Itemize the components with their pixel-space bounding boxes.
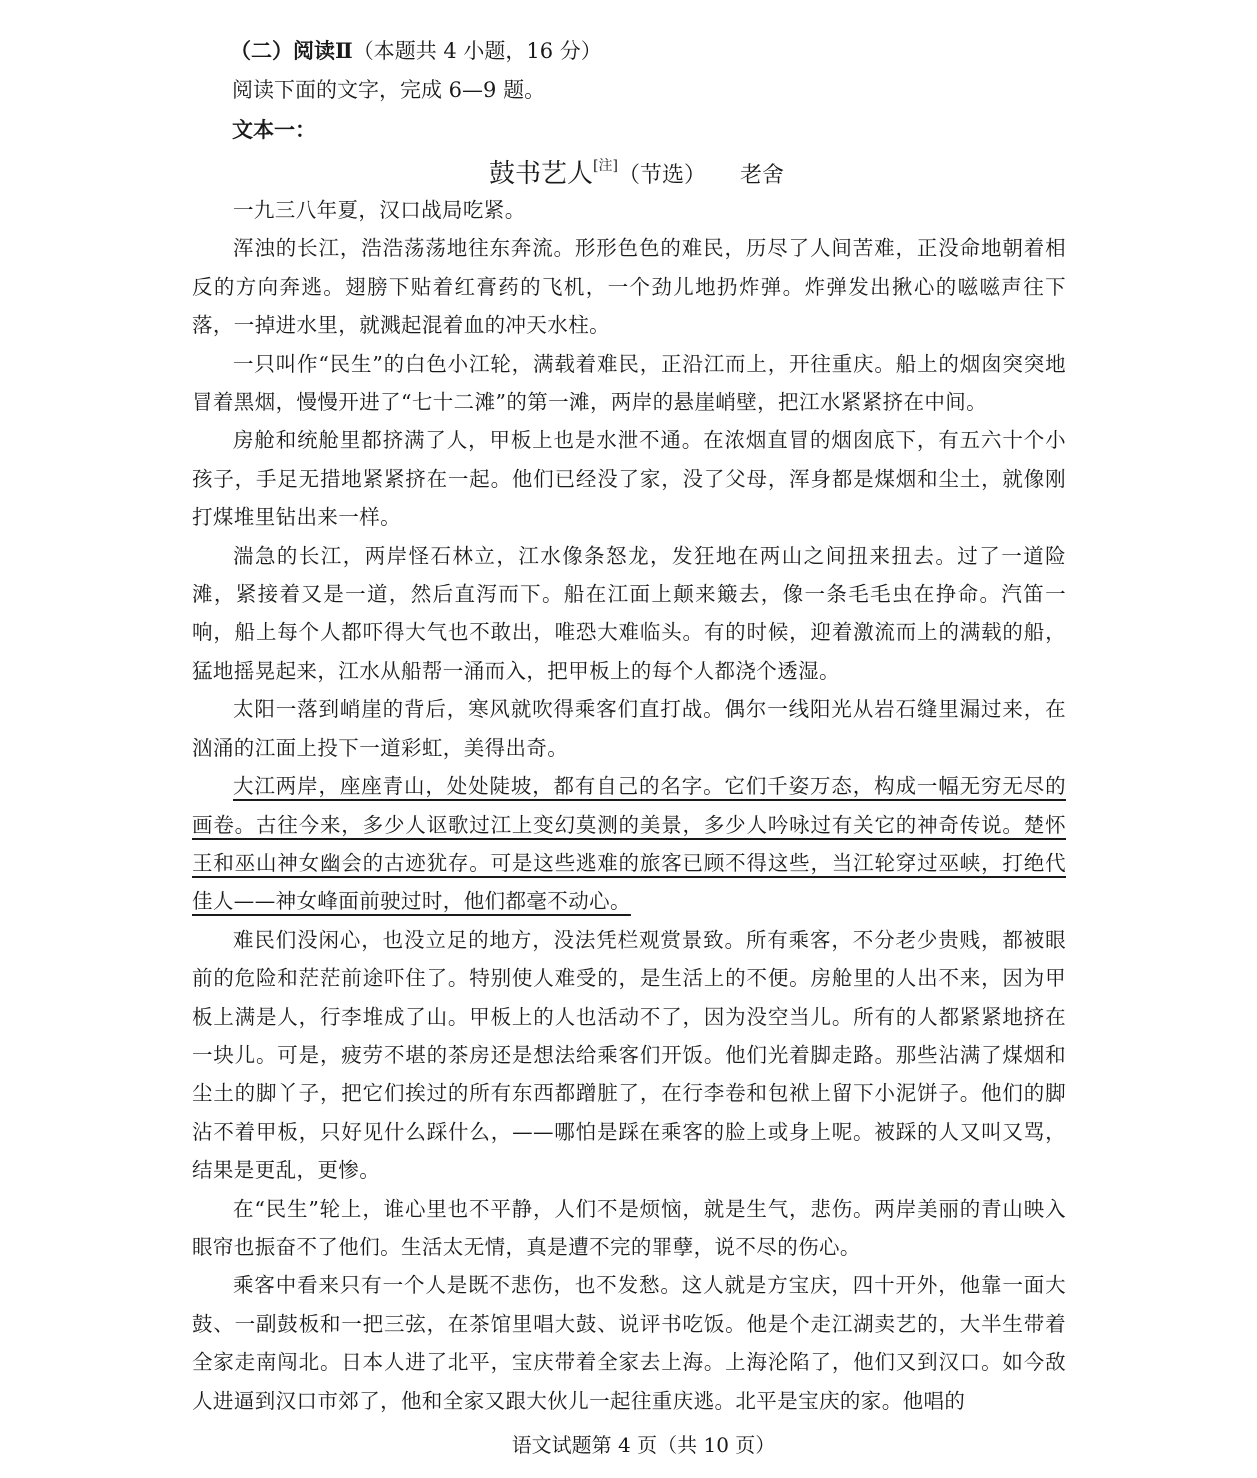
section-score-note: （本题共 4 小题，16 分） [352, 39, 602, 63]
underlined-paragraph [192, 767, 1066, 921]
article-author: 老舍 [739, 163, 784, 188]
page-footer: 语文试题第 4 页（共 10 页） [511, 1433, 776, 1457]
paragraph: 太阳一落到峭崖的背后，寒风就吹得乘客们直打战。偶尔一线阳光从岩石缝里漏过来，在汹涌的江面上投下一道彩虹，美得出奇。 [192, 697, 1066, 760]
reading-instruction: 阅读下面的文字，完成 6—9 题。 [232, 78, 546, 102]
paragraph: 一九三八年夏，汉口战局吃紧。 [233, 198, 526, 222]
paragraph: 难民们没闲心，也没立足的地方，没法凭栏观赏景致。所有乘客，不分老少贵贱，都被眼前的危险和茫茫前途吓住了。特别使人难受的，是生活上的不便。房舱里的人出不来，因为甲板上满是人，行李堆成了山。甲板上的人也活动不了，因为没空当儿。所有的人都紧紧地挤在一块儿。可是，疲劳不堪的茶房还是想法给乘客们开饭。他们光着脚走路。那些沾满了煤烟和尘土的脚丫子，把它们挨过的所有东西都蹭脏了，在行李卷和包袱上留下小泥饼子。他们的脚沾不着甲板，只好见什么踩什么，——哪怕是踩在乘客的脸上或身上呢。被踩的人又叫又骂，结果是更乱，更惨。 [192, 927, 1066, 1183]
paragraph: 湍急的长江，两岸怪石林立，江水像条怒龙，发狂地在两山之间扭来扭去。过了一道险滩，紧接着又是一道，然后直泻而下。船在江面上颠来簸去，像一条毛毛虫在挣命。汽笛一响，船上每个人都吓得大气也不敢出，唯恐大难临头。有的时候，迎着激流而上的满载的船，猛地摇晃起来，江水从船帮一涌而入，把甲板上的每个人都浇个透湿。 [192, 543, 1066, 683]
section-label: （二）阅读Ⅱ [230, 38, 353, 63]
article-title-text: 鼓书艺人 [489, 159, 594, 189]
paragraph: 房舱和统舱里都挤满了人，甲板上也是水泄不通。在浓烟直冒的烟囱底下，有五六十个小孩子，手足无措地紧紧挤在一起。他们已经没了家，没了父母，浑身都是煤烟和尘土，就像刚打煤堆里钻出来一样。 [192, 428, 1066, 530]
paragraph: 一只叫作“民生”的白色小江轮，满载着难民，正沿江而上，开往重庆。船上的烟囱突突地冒着黑烟，慢慢开进了“七十二滩”的第一滩，两岸的悬崖峭壁，把江水紧紧挤在中间。 [192, 351, 1066, 415]
paragraph: 在“民生”轮上，谁心里也不平静，人们不是烦恼，就是生气，悲伤。两岸美丽的青山映入眼帘也振奋不了他们。生活太无情，真是遭不完的罪孽，说不尽的伤心。 [192, 1196, 1066, 1259]
article-title [0, 146, 1257, 196]
section-heading [230, 36, 602, 66]
text-one-label: 文本一： [232, 117, 316, 142]
paragraph: 浑浊的长江，浩浩荡荡地往东奔流。形形色色的难民，历尽了人间苦难，正没命地朝着相反的方向奔逃。翅膀下贴着红膏药的飞机，一个劲儿地扔炸弹。炸弹发出揪心的嗞嗞声往下落，一掉进水里，就溅起混着血的冲天水柱。 [192, 236, 1066, 338]
article-body [192, 191, 1066, 1420]
article-subtitle: （节选） [617, 163, 706, 188]
paragraph: 乘客中看来只有一个人是既不悲伤，也不发愁。这人就是方宝庆，四十开外，他靠一面大鼓、一副鼓板和一把三弦，在茶馆里唱大鼓、说评书吃饭。他是个走江湖卖艺的，大半生带着全家走南闯北。日本人进了北平，宝庆带着全家去上海。上海沦陷了，他们又到汉口。如今敌人进逼到汉口市郊了，他和全家又跟大伙儿一起往重庆逃。北平是宝庆的家。他唱的 [192, 1273, 1066, 1413]
underlined-passage: 大江两岸，座座青山，处处陡坡，都有自己的名字。它们千姿万态，构成一幅无穷无尽的画卷。古往今来，多少人讴歌过江上变幻莫测的美景，多少人吟咏过有关它的神奇传说。楚怀王和巫山神女幽会的古迹犹存。可是这些逃难的旅客已顾不得这些，当江轮穿过巫峡，打绝代佳人——神女峰面前驶过时，他们都毫不动心。 [192, 774, 1066, 914]
footnote-mark: [注] [593, 158, 618, 174]
